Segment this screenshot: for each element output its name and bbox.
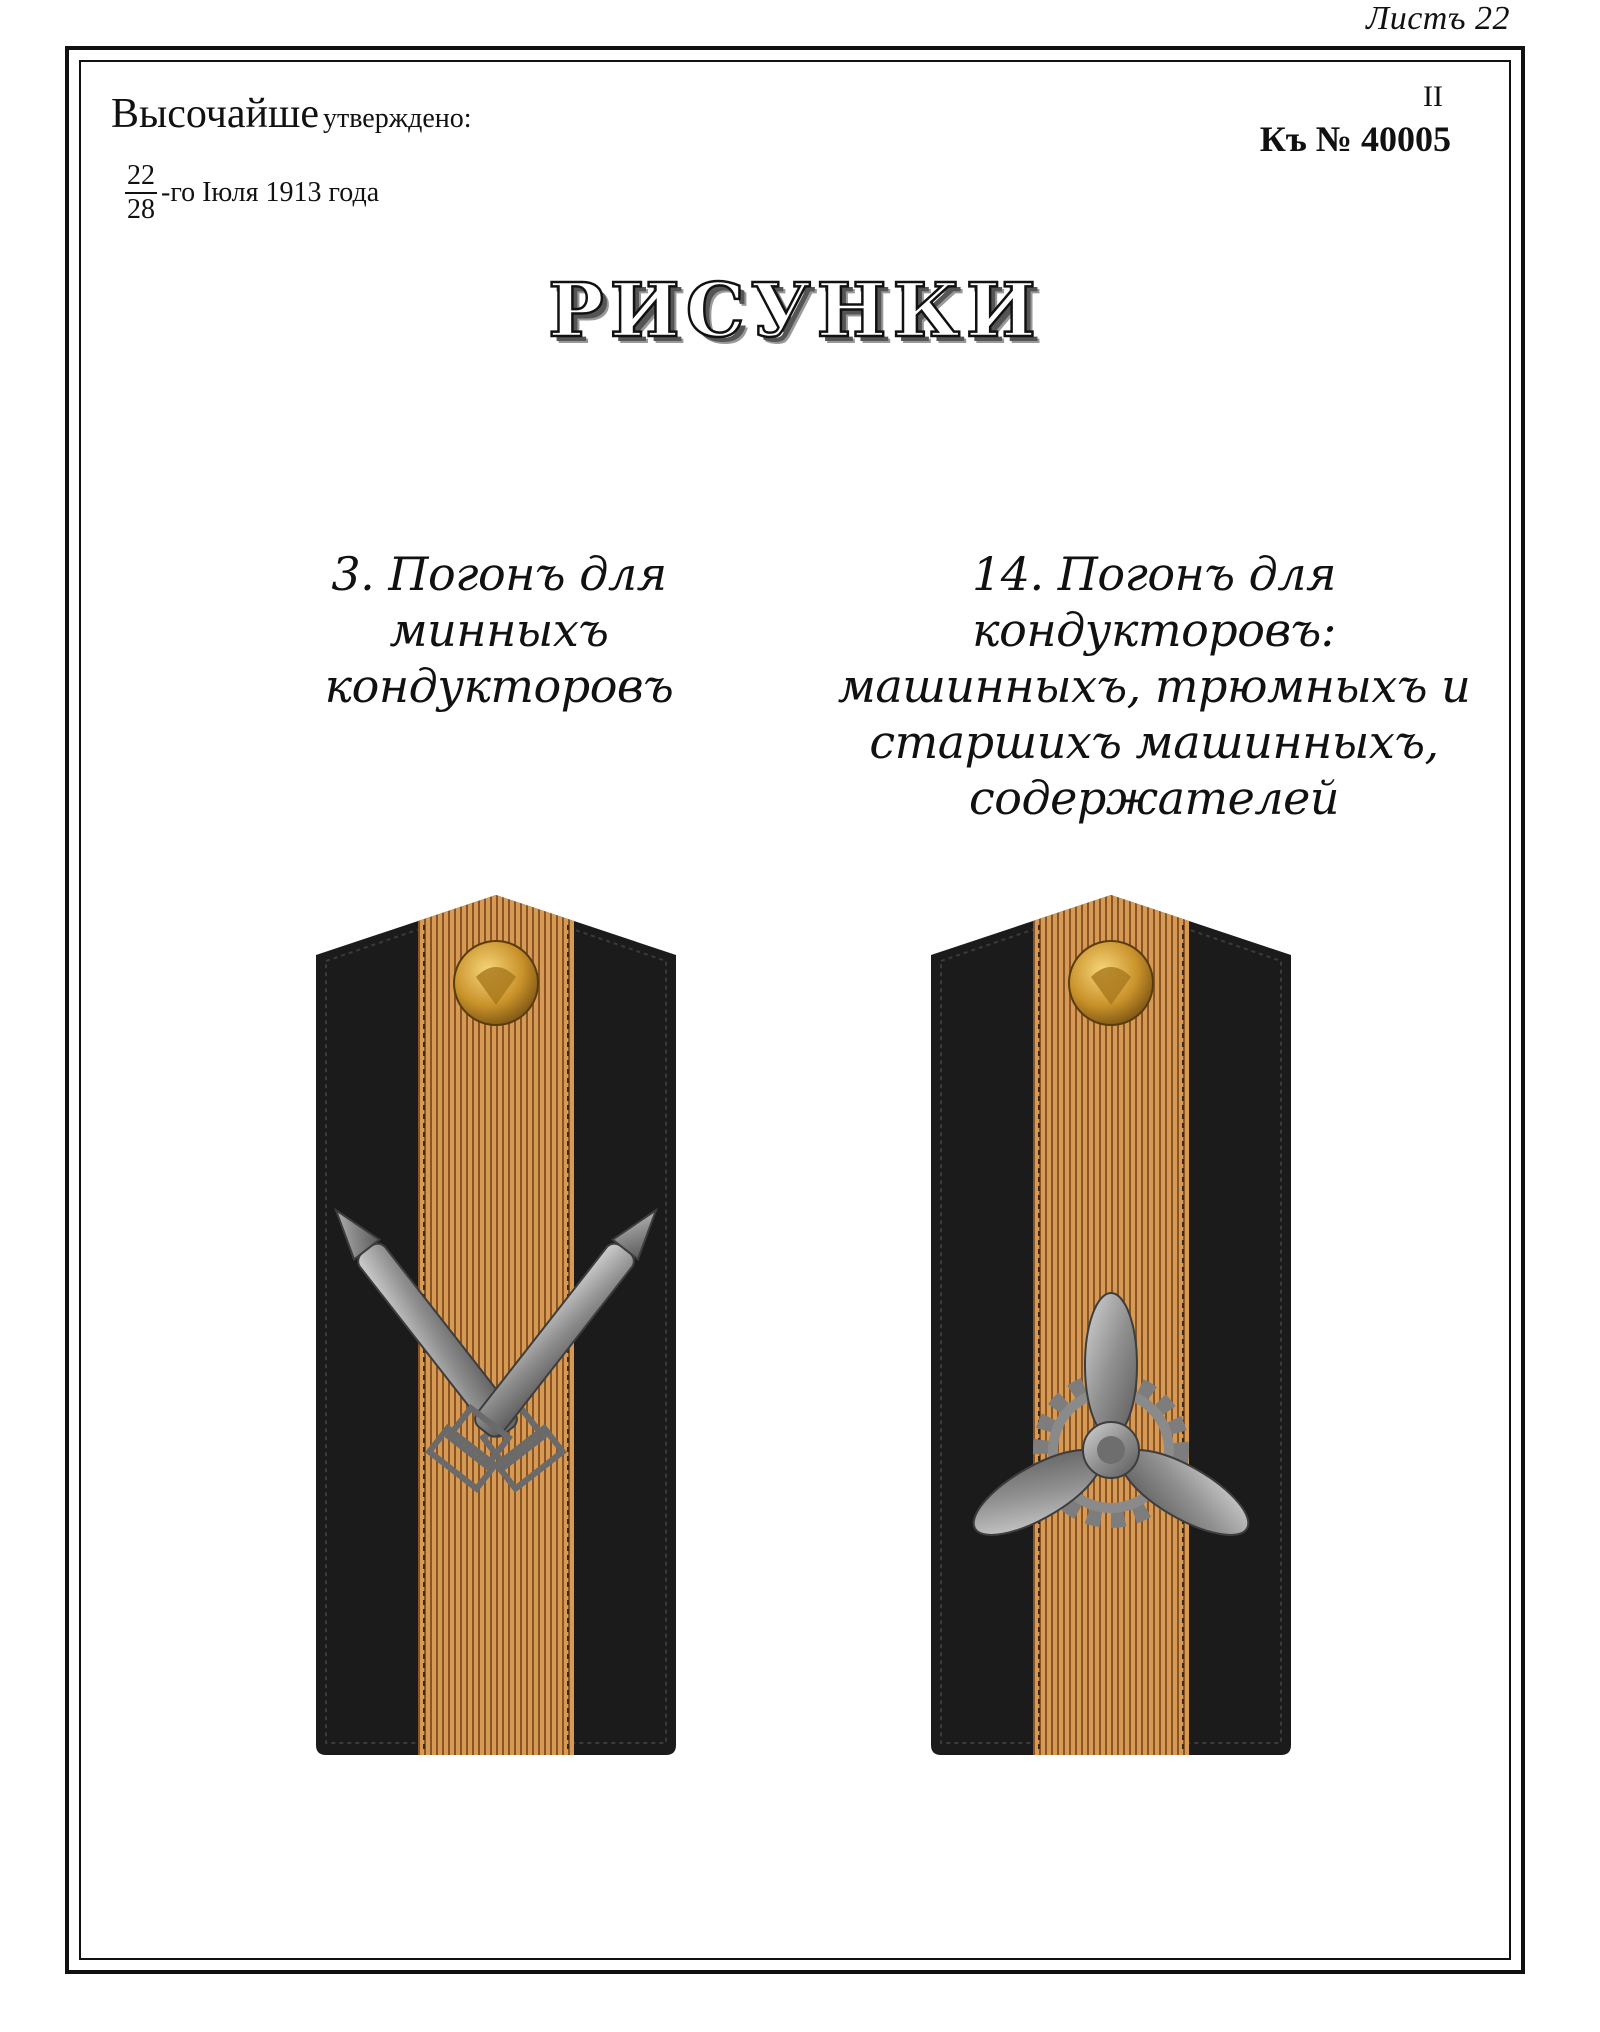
date-text: -го Іюля 1913 года xyxy=(161,177,380,208)
roman-numeral: II xyxy=(1423,80,1443,113)
approved-big-word: Высочайше xyxy=(111,91,320,137)
document-frame xyxy=(65,46,1525,1974)
date-fraction xyxy=(125,162,157,224)
page-title: РИСУНКИ xyxy=(548,268,1042,354)
reference-number: Къ № 40005 xyxy=(1259,119,1451,159)
approved-small-word: утверждено: xyxy=(323,103,472,134)
shoulder-strap-mine-drawing xyxy=(316,895,676,1755)
approval-date xyxy=(125,162,379,224)
sheet-label: Листъ 22 xyxy=(1366,0,1510,37)
figure-caption-14: 14. Погонъ для кондукторовъ: машинныхъ, трюмныхъ и старшихъ машинныхъ, содержателей xyxy=(837,547,1471,825)
approval-heading xyxy=(111,90,472,138)
date-numerator: 22 xyxy=(125,162,157,194)
shoulder-strap-mine xyxy=(316,895,676,1755)
figure-caption-3: 3. Погонъ для минныхъ кондукторовъ xyxy=(324,547,674,713)
shoulder-strap-machine xyxy=(931,895,1291,1755)
shoulder-strap-machine-drawing xyxy=(931,895,1291,1755)
date-denominator: 28 xyxy=(127,194,155,225)
